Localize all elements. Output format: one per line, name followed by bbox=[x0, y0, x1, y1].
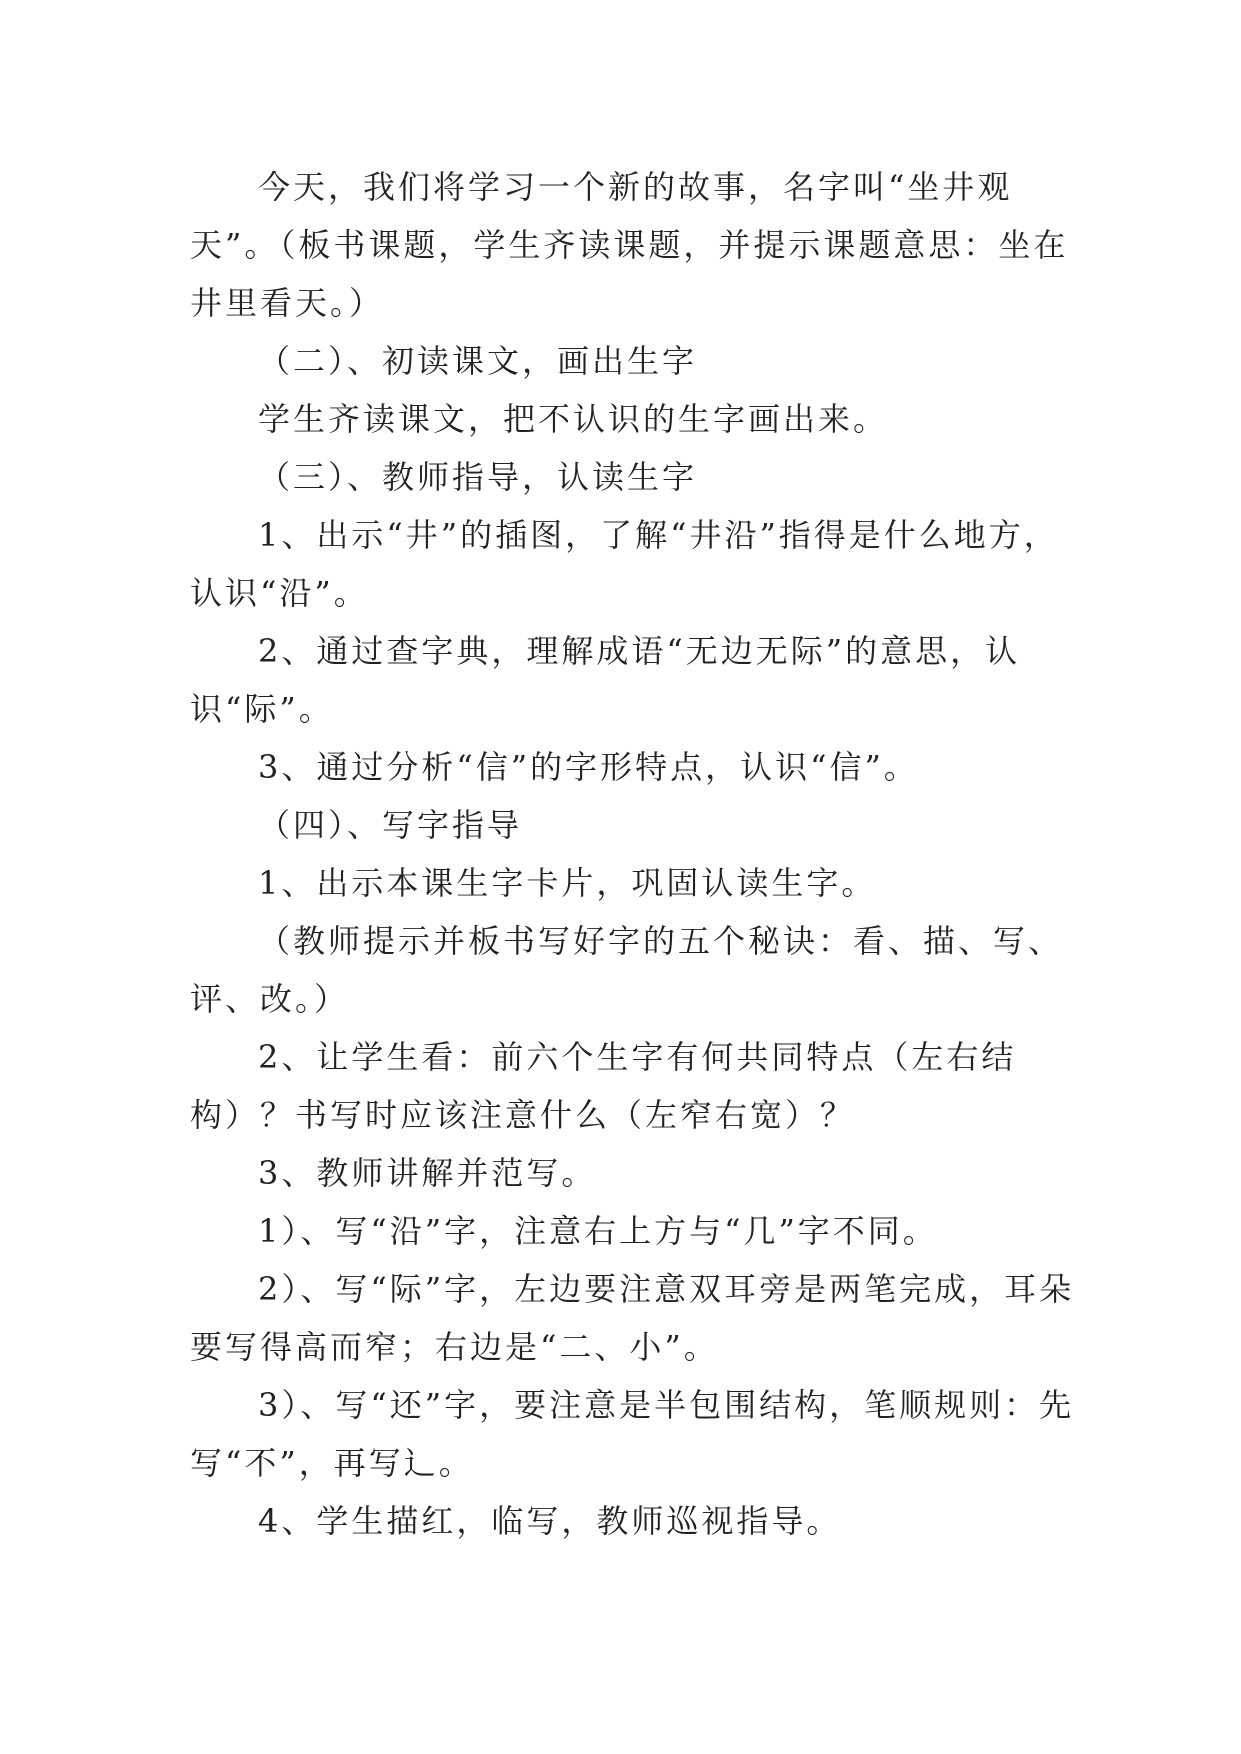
paragraph-writing-4: 4、学生描红，临写，教师巡视指导。 bbox=[258, 1502, 842, 1540]
section-heading-2: （二）、初读课文，画出生字 bbox=[258, 342, 698, 380]
paragraph-writing-1: 1、出示本课生字卡片，巩固认读生字。 bbox=[258, 864, 877, 902]
document-body bbox=[190, 158, 1080, 1550]
paragraph-writing-2: 2、让学生看：前六个生字有何共同特点（左右结构）？书写时应该注意什么（左窄右宽）？ bbox=[190, 1038, 1017, 1134]
paragraph-writing-tips: （教师提示并板书写好字的五个秘诀：看、描、写、评、改。） bbox=[190, 922, 1064, 1018]
paragraph-step-1: 1、出示“井”的插图，了解“井沿”指得是什么地方，认识“沿”。 bbox=[190, 516, 1059, 612]
section-heading-4: （四）、写字指导 bbox=[258, 806, 523, 844]
paragraph-char-huan: 3）、写“还”字，要注意是半包围结构，笔顺规则：先写“不”，再写⻌。 bbox=[190, 1386, 1075, 1482]
paragraph-step-3: 3、通过分析“信”的字形特点，认识“信”。 bbox=[258, 748, 919, 786]
paragraph-char-ji: 2）、写“际”字，左边要注意双耳旁是两笔完成，耳朵要写得高而窄；右边是“二、小”。 bbox=[190, 1270, 1075, 1366]
section-heading-3: （三）、教师指导，认读生字 bbox=[258, 458, 698, 496]
paragraph-intro: 今天，我们将学习一个新的故事，名字叫“坐井观天”。（板书课题，学生齐读课题，并提示课题意思：坐在井里看天。） bbox=[190, 168, 1069, 322]
paragraph-step-2: 2、通过查字典，理解成语“无边无际”的意思，认识“际”。 bbox=[190, 632, 1021, 728]
paragraph-writing-3: 3、教师讲解并范写。 bbox=[258, 1154, 597, 1192]
paragraph-char-yan: 1）、写“沿”字，注意右上方与“几”字不同。 bbox=[258, 1212, 938, 1250]
paragraph-read-text: 学生齐读课文，把不认识的生字画出来。 bbox=[258, 400, 889, 438]
